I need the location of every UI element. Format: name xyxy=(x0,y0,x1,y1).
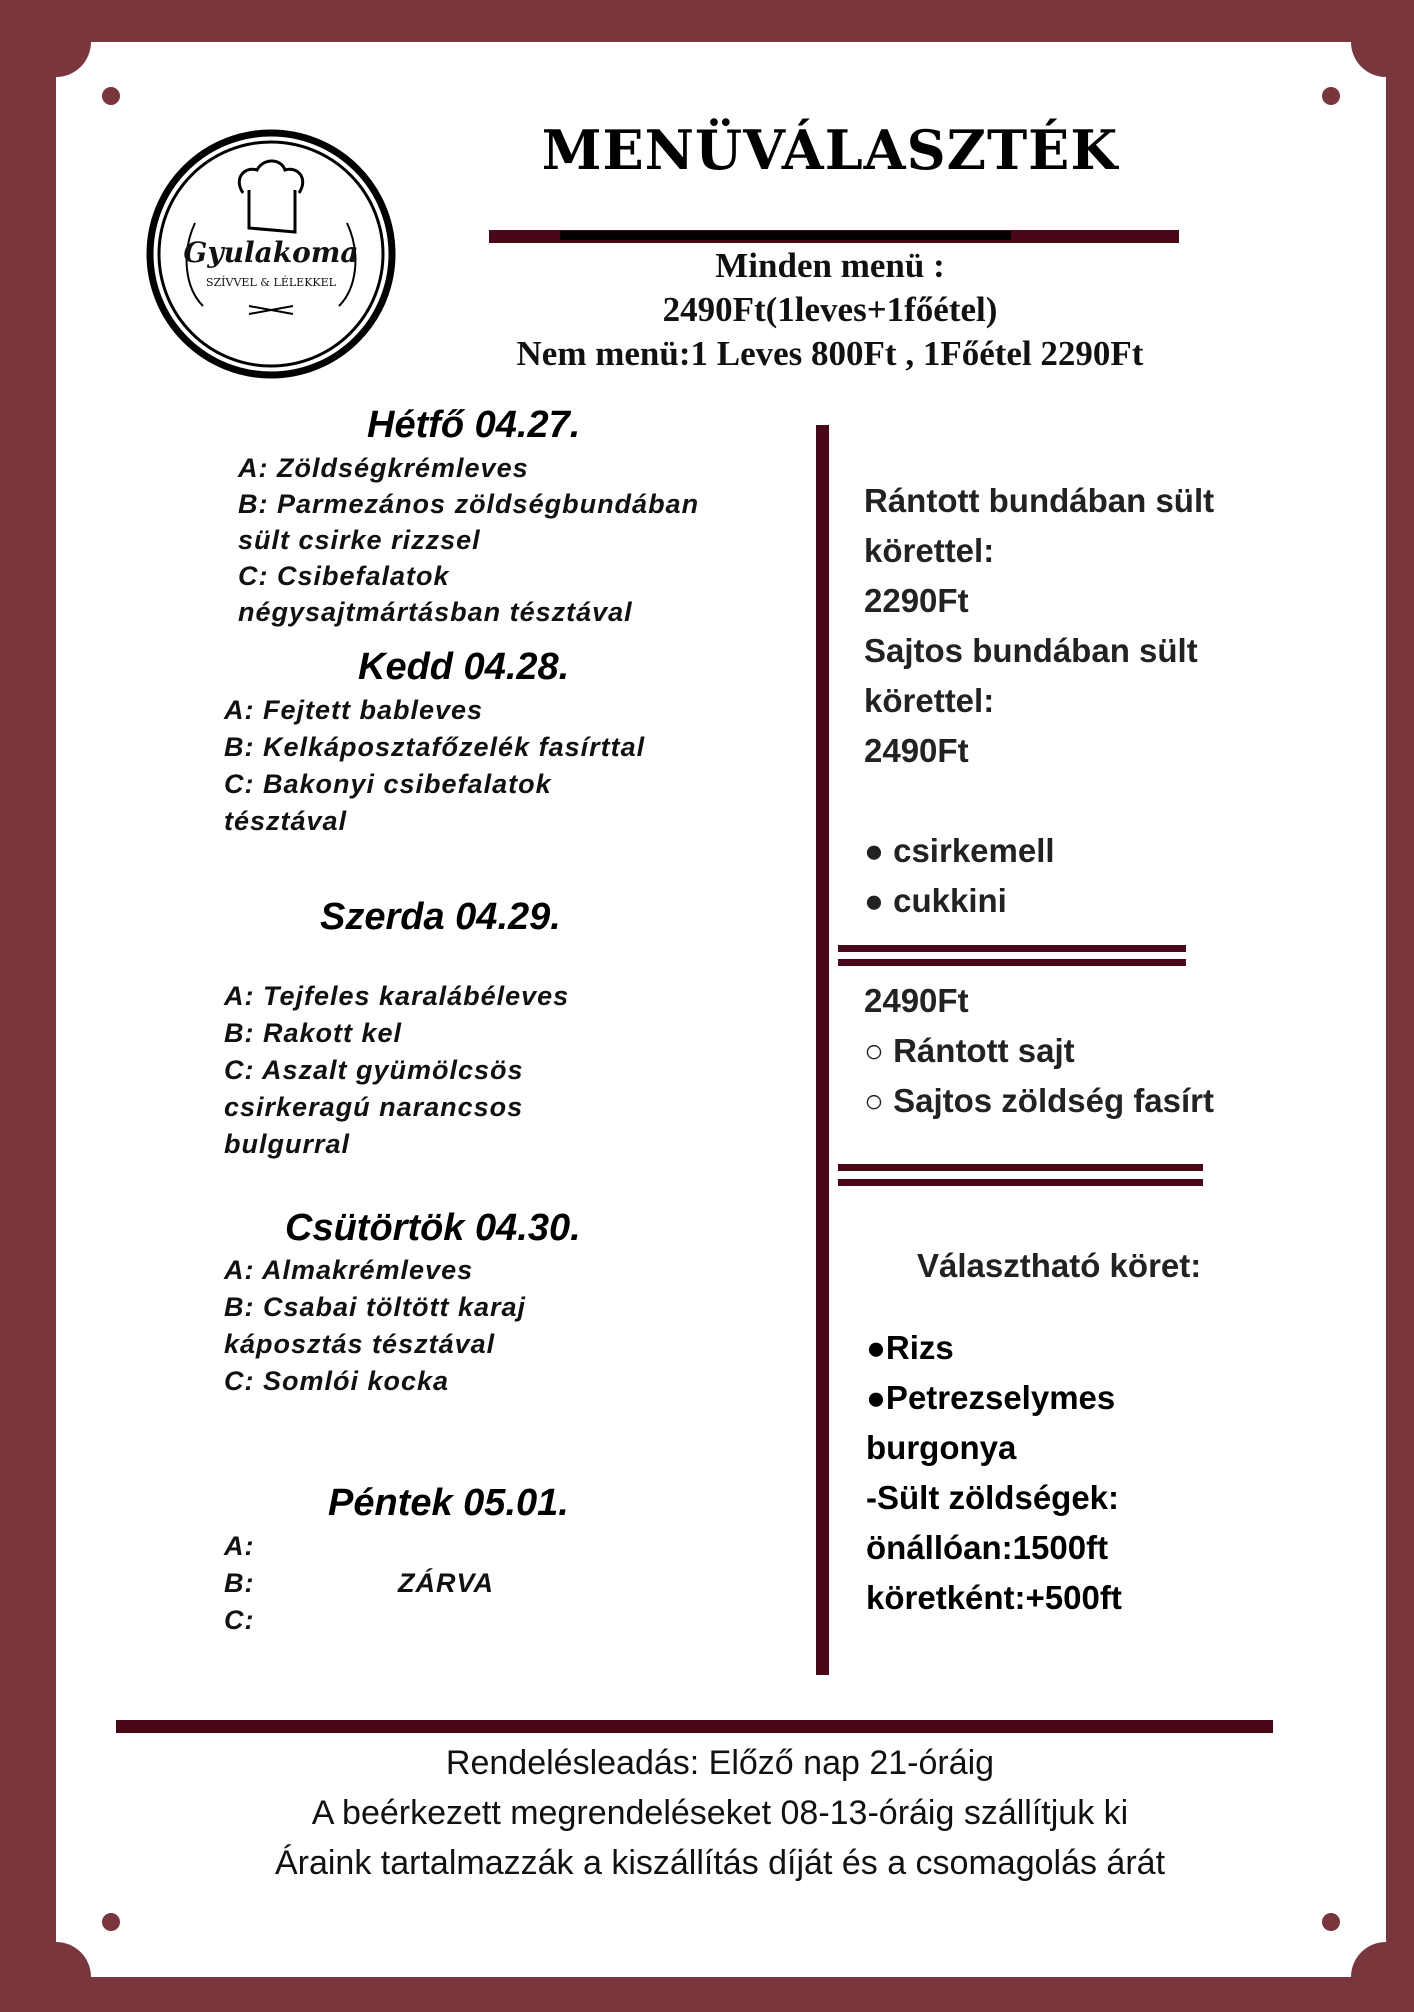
list-item: ○ Sajtos zöldség fasírt xyxy=(864,1082,1215,1119)
menu-item: B: Parmezános zöldségbundában xyxy=(238,489,700,519)
sides-list xyxy=(866,1323,1122,1623)
menu-item: csirkeragú narancsos xyxy=(224,1092,524,1122)
menu-pricing xyxy=(430,244,1230,376)
sides-title: Választható köret: xyxy=(917,1247,1202,1284)
section-divider xyxy=(838,945,1186,952)
pricing-line: Nem menü:1 Leves 800Ft , 1Főétel 2290Ft xyxy=(516,334,1144,373)
closed-label: ZÁRVA xyxy=(398,1568,494,1598)
breaded-prices xyxy=(864,476,1214,776)
corner-notch-bottom-right xyxy=(1351,1942,1414,2012)
day-title-friday: Péntek 05.01. xyxy=(328,1482,569,1524)
day-title-wednesday: Szerda 04.29. xyxy=(320,896,561,938)
menu-item: sült csirke rizzsel xyxy=(238,525,481,555)
menu-item: C: Somlói kocka xyxy=(224,1366,450,1396)
menu-item: négysajtmártásban tésztával xyxy=(238,597,633,627)
cheese-options xyxy=(864,976,1214,1126)
footer-line: A beérkezett megrendeléseket 08-13-óráig szállítjuk ki xyxy=(311,1794,1129,1832)
menu-item: tésztával xyxy=(224,806,348,836)
day-items-monday xyxy=(238,450,699,630)
day-items-thursday xyxy=(224,1252,526,1400)
menu-item: A: Fejtett bableves xyxy=(224,695,484,725)
menu-item: A: xyxy=(224,1531,255,1561)
menu-item: A: Almakrémleves xyxy=(224,1255,474,1285)
list-item: ● csirkemell xyxy=(864,832,1055,869)
price-line: 2290Ft xyxy=(864,582,969,619)
footer-line: Áraink tartalmazzák a kiszállítás díját és a csomagolás árát xyxy=(274,1844,1166,1882)
chef-hat-icon xyxy=(239,161,302,232)
list-item: ○ Rántott sajt xyxy=(864,1032,1075,1069)
corner-notch-bottom-left xyxy=(21,1942,91,2012)
menu-item: A: Zöldségkrémleves xyxy=(238,453,529,483)
day-items-tuesday xyxy=(224,692,645,840)
day-items-wednesday xyxy=(224,978,569,1163)
price-line: 2490Ft xyxy=(864,732,969,769)
price-line: Rántott bundában sült xyxy=(864,482,1215,519)
column-divider xyxy=(816,425,829,1675)
footer-line: Rendelésleadás: Előző nap 21-óráig xyxy=(445,1744,995,1782)
pricing-line: Minden menü : xyxy=(715,246,945,285)
day-title-thursday: Csütörtök 04.30. xyxy=(285,1207,581,1249)
list-item: önállóan:1500ft xyxy=(866,1529,1109,1566)
day-items-friday xyxy=(224,1528,255,1639)
list-item: ●Petrezselymes xyxy=(866,1379,1116,1416)
menu-item: B: xyxy=(224,1568,255,1598)
menu-item: C: Aszalt gyümölcsös xyxy=(224,1055,524,1085)
logo-tagline: SZÍVVEL & LÉLEKKEL xyxy=(206,276,336,289)
corner-dot xyxy=(1322,87,1340,105)
menu-item: bulgurral xyxy=(224,1129,351,1159)
breaded-options xyxy=(864,826,1055,926)
footer-info xyxy=(130,1738,1310,1888)
list-item: ●Rizs xyxy=(866,1329,954,1366)
menu-item: B: Kelkáposztafőzelék fasírttal xyxy=(224,732,646,762)
list-item: burgonya xyxy=(866,1429,1017,1466)
menu-item: C: Csibefalatok xyxy=(238,561,450,591)
menu-item: B: Rakott kel xyxy=(224,1018,403,1048)
menu-item: A: Tejfeles karalábéleves xyxy=(224,981,570,1011)
title-underline-inner xyxy=(560,231,1011,240)
list-item: ● cukkini xyxy=(864,882,1007,919)
corner-notch-top-right xyxy=(1351,7,1414,77)
menu-item: C: xyxy=(224,1605,255,1635)
gyulakoma-logo xyxy=(145,128,397,380)
section-divider xyxy=(838,959,1186,966)
corner-notch-top-left xyxy=(21,7,91,77)
corner-dot xyxy=(1322,1913,1340,1931)
menu-item: C: Bakonyi csibefalatok xyxy=(224,769,552,799)
list-item: köretként:+500ft xyxy=(866,1579,1122,1616)
logo-name: Gyulakoma xyxy=(183,236,359,269)
menu-item: káposztás tésztával xyxy=(224,1329,496,1359)
price-line: körettel: xyxy=(864,532,995,569)
page-title: MENÜVÁLASZTÉK xyxy=(541,118,1119,182)
price-line: Sajtos bundában sült xyxy=(864,632,1198,669)
day-title-tuesday: Kedd 04.28. xyxy=(358,646,570,688)
pricing-line: 2490Ft(1leves+1főétel) xyxy=(662,290,998,329)
footer-divider xyxy=(116,1720,1273,1733)
corner-dot xyxy=(102,1913,120,1931)
price-line: körettel: xyxy=(864,682,995,719)
price-line: 2490Ft xyxy=(864,982,969,1019)
corner-dot xyxy=(102,87,120,105)
menu-item: B: Csabai töltött karaj xyxy=(224,1292,527,1322)
list-item: -Sült zöldségek: xyxy=(866,1479,1120,1516)
whisk-icon xyxy=(249,306,293,314)
section-divider xyxy=(838,1179,1203,1186)
section-divider xyxy=(838,1164,1203,1171)
day-title-monday: Hétfő 04.27. xyxy=(367,404,581,446)
